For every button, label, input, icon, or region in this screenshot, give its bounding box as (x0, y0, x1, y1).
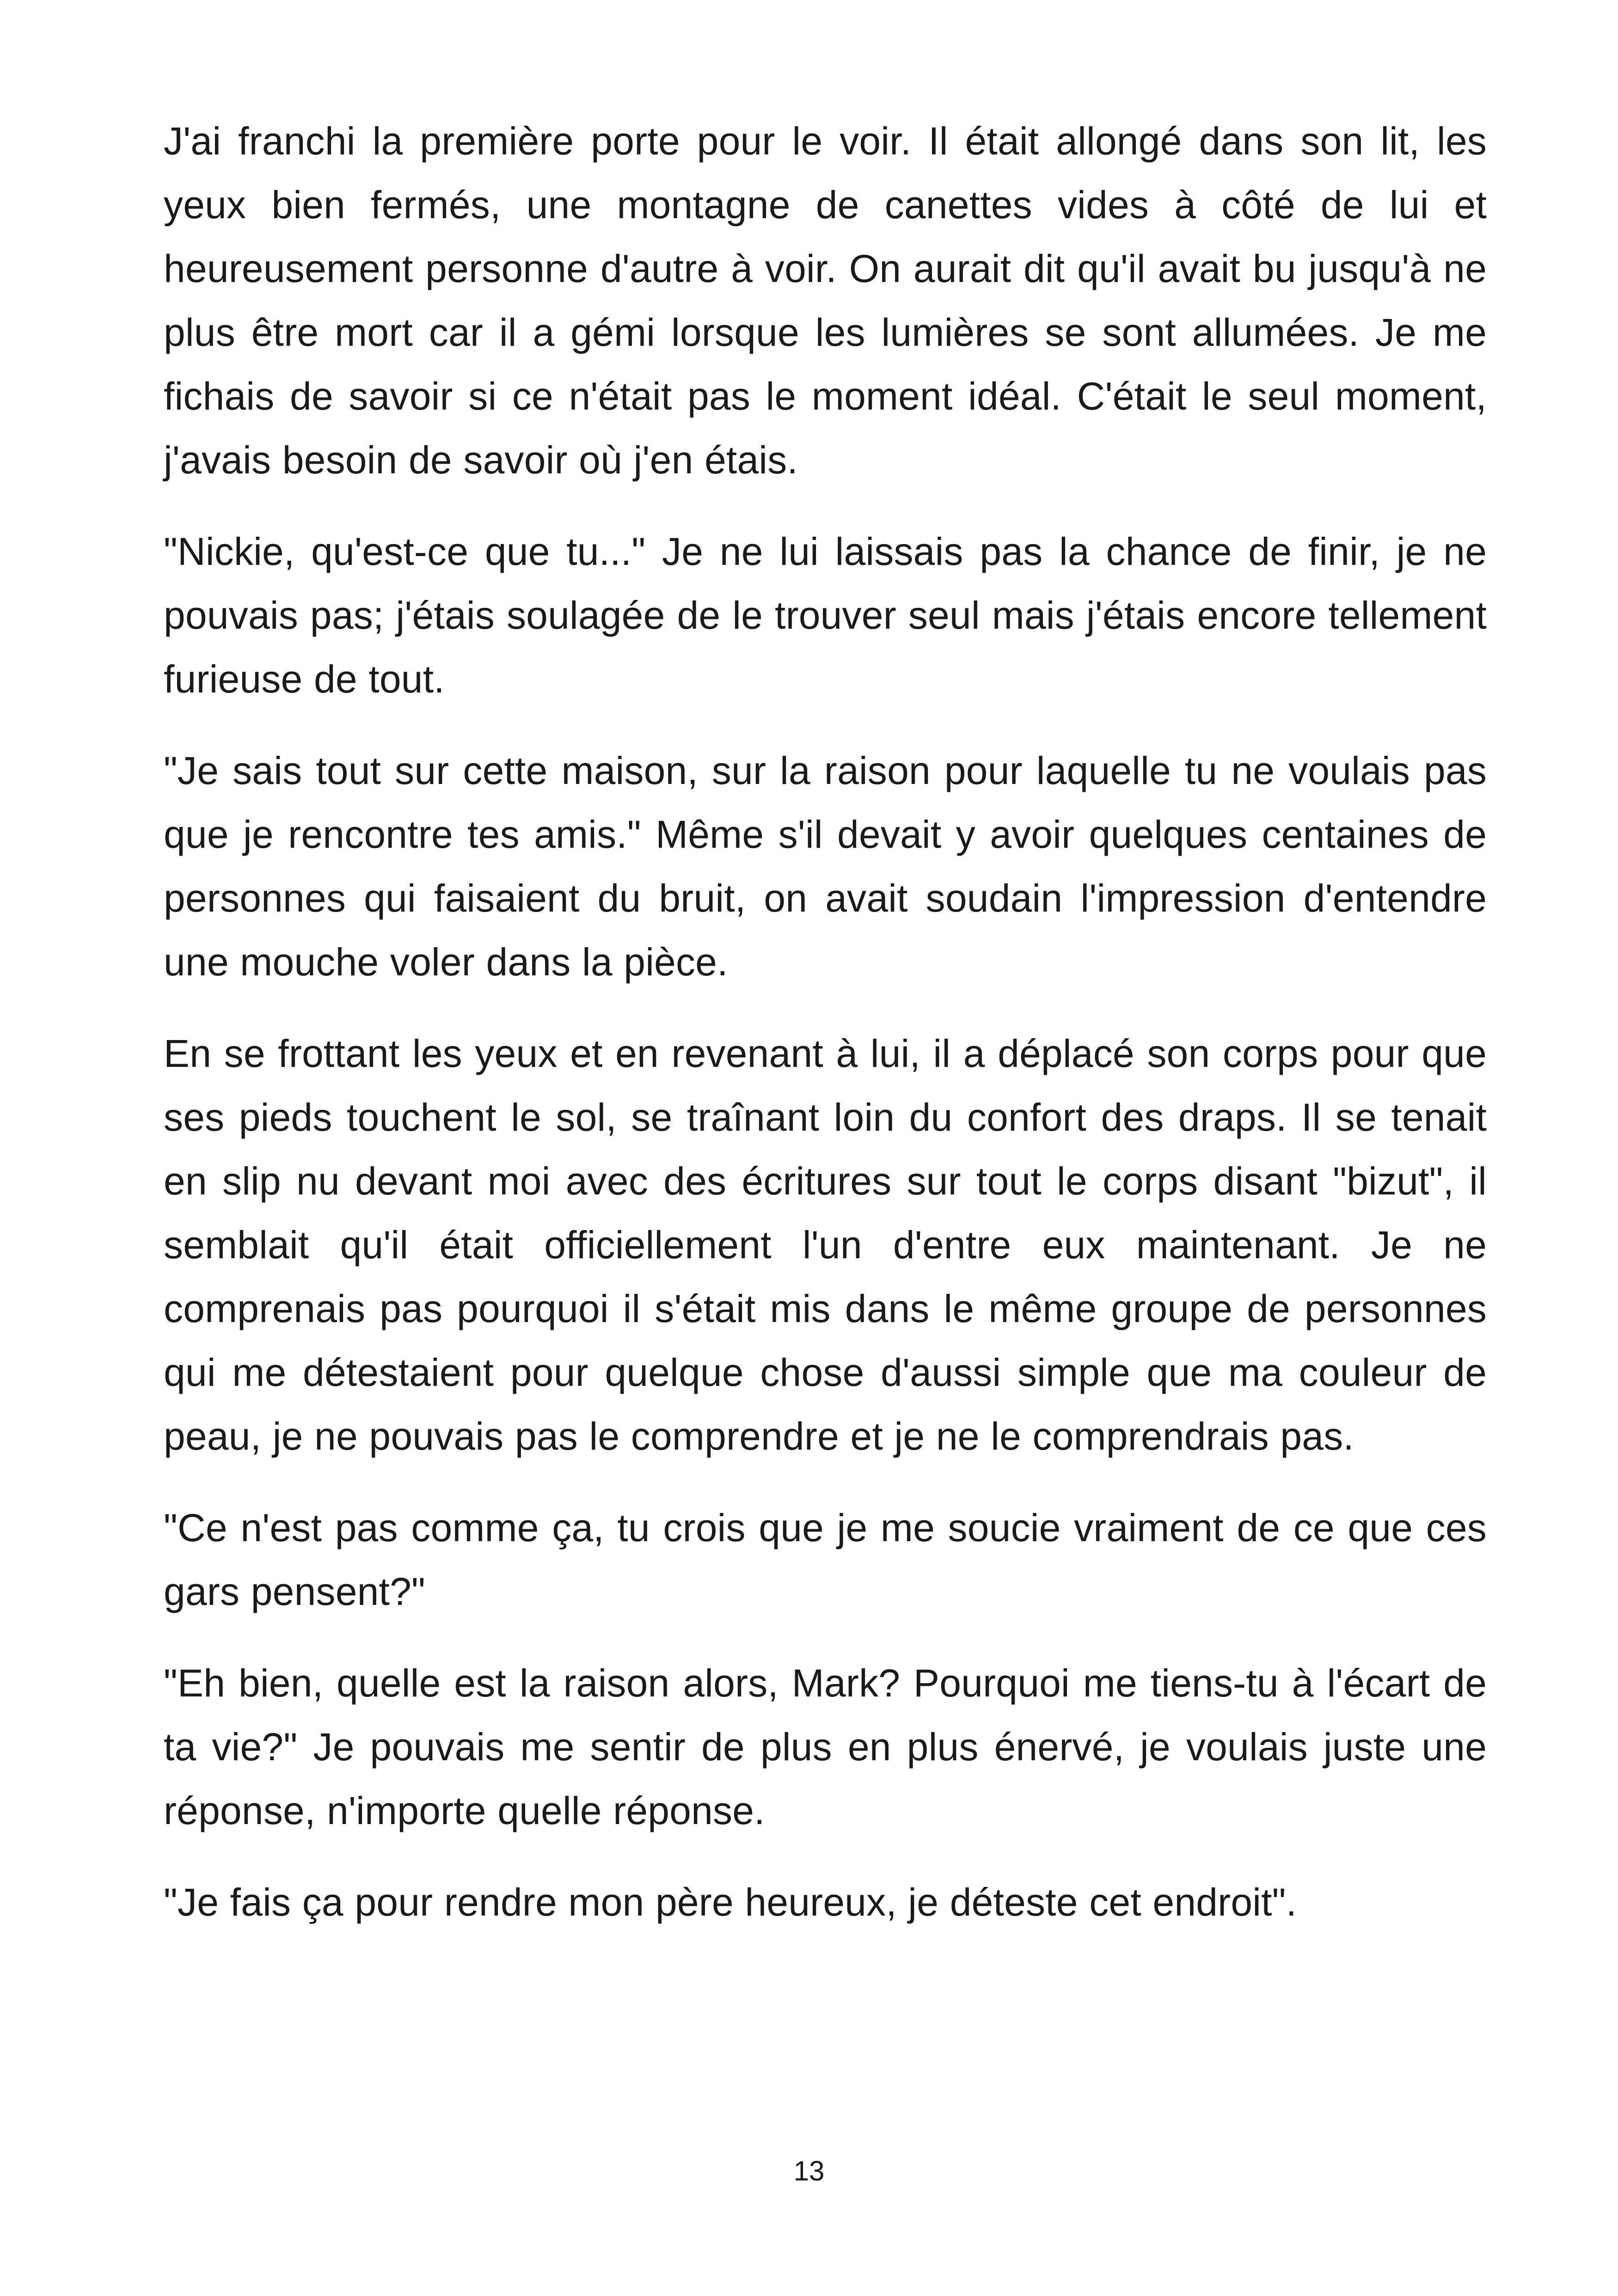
paragraph-3: "Je sais tout sur cette maison, sur la raison pour laquelle tu ne voulais pas que je rencontre tes amis." Même s'il devait y avoir quelques centaines de personnes qui faisaient du bruit, on avait soudain l'impression d'entendre une mouche voler dans la pièce. (164, 749, 1487, 984)
paragraph-7: "Je fais ça pour rendre mon père heureux, je déteste cet endroit". (164, 1880, 1297, 1924)
paragraph-6: "Eh bien, quelle est la raison alors, Mark? Pourquoi me tiens-tu à l'écart de ta vie?" Je pouvais me sentir de plus en plus énervé, je voulais juste une réponse, n'importe quelle réponse. (164, 1661, 1487, 1832)
paragraph-5: "Ce n'est pas comme ça, tu crois que je me soucie vraiment de ce que ces gars pensent?" (164, 1506, 1487, 1613)
paragraph-1: J'ai franchi la première porte pour le voir. Il était allongé dans son lit, les yeux bien fermés, une montagne de canettes vides à côté de lui et heureusement personne d'autre à voir. On aurait dit qu'il avait bu jusqu'à ne plus être mort car il a gémi lorsque les lumières se sont allumées. Je me fichais de savoir si ce n'était pas le moment idéal. C'était le seul moment, j'avais besoin de savoir où j'en étais. (164, 119, 1487, 482)
page-body (164, 109, 1487, 1962)
paragraph-2: "Nickie, qu'est-ce que tu..." Je ne lui laissais pas la chance de finir, je ne pouvais pas; j'étais soulagée de le trouver seul mais j'étais encore tellement furieuse de tout. (164, 530, 1487, 701)
page-number: 13 (793, 2155, 825, 2186)
paragraph-4: En se frottant les yeux et en revenant à lui, il a déplacé son corps pour que ses pieds touchent le sol, se traînant loin du confort des draps. Il se tenait en slip nu devant moi avec des écritures sur tout le corps disant "bizut", il semblait qu'il était officiellement l'un d'entre eux maintenant. Je ne comprenais pas pourquoi il s'était mis dans le même groupe de personnes qui me détestaient pour quelque chose d'aussi simple que ma couleur de peau, je ne pouvais pas le comprendre et je ne le comprendrais pas. (164, 1032, 1487, 1458)
